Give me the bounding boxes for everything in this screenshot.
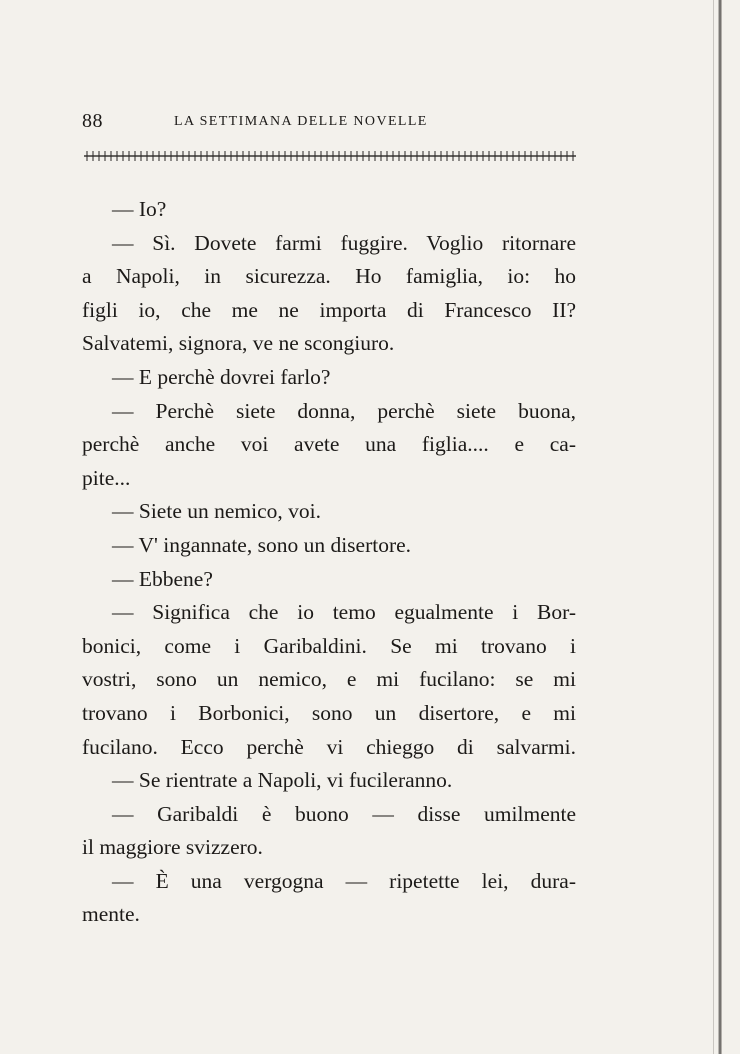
text-line: — Perchè siete donna, perchè siete buona, (112, 398, 576, 423)
text-line: a Napoli, in sicurezza. Ho famiglia, io: ho (82, 264, 576, 289)
text-line: — È una vergogna — ripetette lei, dura- (112, 868, 576, 893)
text-line: il maggiore svizzero. (82, 835, 263, 860)
text-line: — Garibaldi è buono — disse umilmente (112, 801, 576, 826)
running-title: LA SETTIMANA DELLE NOVELLE (174, 114, 428, 129)
page-number: 88 (82, 110, 103, 132)
text-line: — E perchè dovrei farlo? (112, 364, 331, 389)
text-line: mente. (82, 902, 140, 927)
text-line: fucilano. Ecco perchè vi chieggo di salvarmi. (82, 734, 576, 759)
text-line: — Significa che io temo egualmente i Bor- (112, 600, 576, 625)
text-line: vostri, sono un nemico, e mi fucilano: se mi (82, 667, 576, 692)
text-line: bonici, come i Garibaldini. Se mi trovano i (82, 633, 576, 658)
text-line: perchè anche voi avete una figlia.... e ca- (82, 432, 576, 457)
text-line: pite... (82, 465, 131, 490)
ornamental-rule (84, 150, 576, 162)
text-line: — Sì. Dovete farmi fuggire. Voglio ritornare (112, 230, 576, 255)
text-line: trovano i Borbonici, sono un disertore, e mi (82, 700, 576, 725)
text-line: — Ebbene? (112, 566, 213, 591)
page-edge-shadow (718, 0, 722, 1054)
text-line: — V' ingannate, sono un disertore. (112, 532, 412, 557)
text-line: Salvatemi, signora, ve ne scongiuro. (82, 331, 395, 356)
ornament-pattern-icon (84, 150, 576, 162)
text-line: figli io, che me ne importa di Francesco II? (82, 297, 576, 322)
page-header (82, 110, 582, 138)
text-line: — Io? (112, 197, 167, 221)
body-text (82, 193, 576, 932)
text-line: — Se rientrate a Napoli, vi fucileranno. (112, 768, 453, 793)
page-edge-line (713, 0, 714, 1054)
text-line: — Siete un nemico, voi. (112, 499, 321, 524)
